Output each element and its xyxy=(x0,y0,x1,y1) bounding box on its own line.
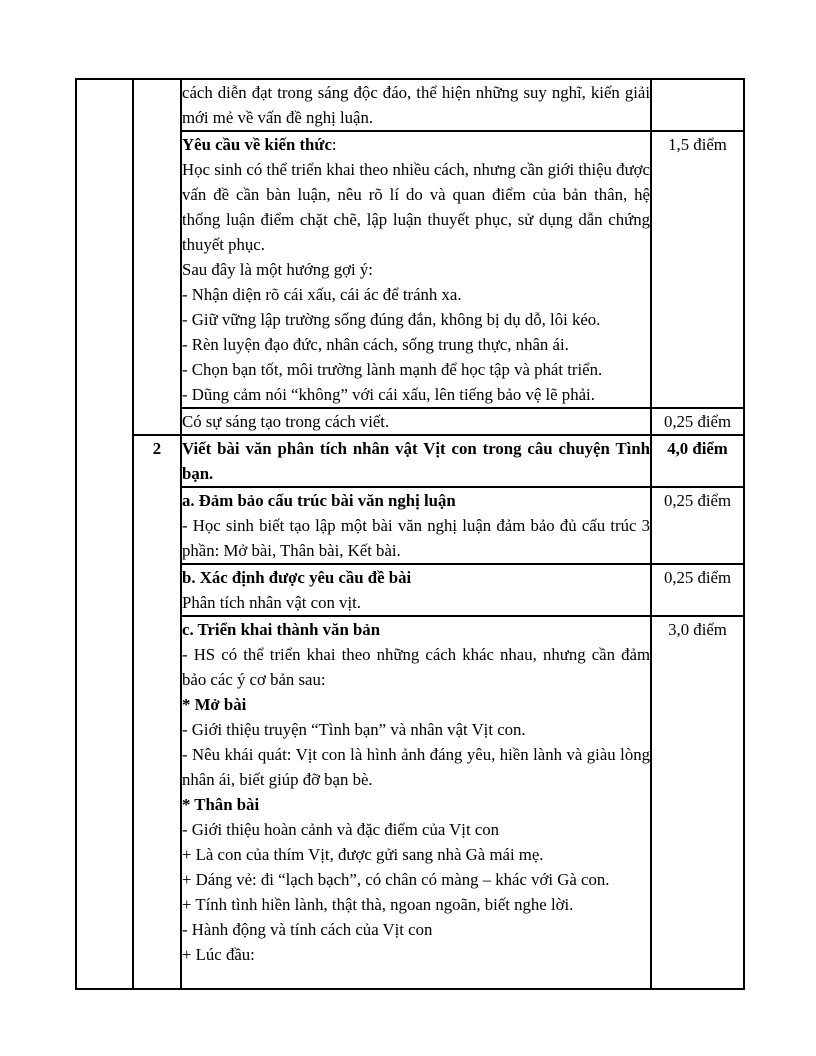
points-cell: 0,25 điểm xyxy=(651,564,744,616)
text-run: + Tính tình hiền lành, thật thà, ngoan ngoãn, biết nghe lời. xyxy=(182,895,574,914)
points-cell: 1,5 điểm xyxy=(651,131,744,408)
content-cell xyxy=(181,79,651,131)
paragraph xyxy=(182,590,650,615)
section-column-cell xyxy=(76,79,133,989)
points-cell xyxy=(651,79,744,131)
paragraph xyxy=(182,80,650,130)
paragraph xyxy=(182,717,650,742)
paragraph xyxy=(182,513,650,563)
content-paragraphs xyxy=(182,436,650,486)
points-cell: 3,0 điểm xyxy=(651,616,744,989)
content-paragraphs xyxy=(182,565,650,615)
text-run: - Học sinh biết tạo lập một bài văn nghị luận đảm bảo đủ cấu trúc 3 phần: Mở bài, Thân bài, Kết bài. xyxy=(182,516,650,560)
paragraph xyxy=(182,132,650,157)
text-run: - Giới thiệu truyện “Tình bạn” và nhân vật Vịt con. xyxy=(182,720,526,739)
paragraph xyxy=(182,692,650,717)
bold-text-run: * Mở bài xyxy=(182,695,247,714)
paragraph xyxy=(182,382,650,407)
bold-text-run: a. Đảm bảo cấu trúc bài văn nghị luận xyxy=(182,491,456,510)
paragraph xyxy=(182,257,650,282)
points-cell: 0,25 điểm xyxy=(651,408,744,435)
paragraph xyxy=(182,436,650,486)
rubric-table xyxy=(75,78,745,990)
text-run: - Nêu khái quát: Vịt con là hình ảnh đáng yêu, hiền lành và giàu lòng nhân ái, biết giúp đỡ bạn bè. xyxy=(182,745,650,789)
content-paragraphs xyxy=(182,488,650,563)
paragraph xyxy=(182,892,650,917)
content-paragraphs xyxy=(182,409,650,434)
content-paragraphs xyxy=(182,617,650,967)
text-run: cách diễn đạt trong sáng độc đáo, thể hiện những suy nghĩ, kiến giải mới mẻ về vấn đề nghị luận. xyxy=(182,83,650,127)
paragraph xyxy=(182,307,650,332)
paragraph xyxy=(182,842,650,867)
content-cell xyxy=(181,435,651,487)
text-run: Có sự sáng tạo trong cách viết. xyxy=(182,412,390,431)
paragraph xyxy=(182,617,650,642)
bold-text-run: Yêu cầu về kiến thức xyxy=(182,135,332,154)
paragraph xyxy=(182,942,650,967)
paragraph xyxy=(182,357,650,382)
content-paragraphs xyxy=(182,80,650,130)
bold-text-run: Viết bài văn phân tích nhân vật Vịt con trong câu chuyện Tình bạn. xyxy=(182,439,650,483)
content-cell xyxy=(181,487,651,564)
text-run: Học sinh có thể triển khai theo nhiều cách, nhưng cần giới thiệu được vấn đề cần bàn luận, nêu rõ lí do và quan điểm của bản thân, hệ thống luận điểm chặt chẽ, lập luận thuyết phục, sử dụng dẫn chứng thuyết phục. xyxy=(182,160,650,254)
paragraph xyxy=(182,332,650,357)
text-run: - Chọn bạn tốt, môi trường lành mạnh để học tập và phát triển. xyxy=(182,360,603,379)
paragraph xyxy=(182,565,650,590)
paragraph xyxy=(182,792,650,817)
text-run: - Giữ vững lập trường sống đúng đắn, không bị dụ dỗ, lôi kéo. xyxy=(182,310,601,329)
paragraph xyxy=(182,642,650,692)
paragraph xyxy=(182,817,650,842)
paragraph xyxy=(182,867,650,892)
bold-text-run: c. Triển khai thành văn bản xyxy=(182,620,381,639)
text-run: - Nhận diện rõ cái xấu, cái ác để tránh xa. xyxy=(182,285,462,304)
content-cell xyxy=(181,408,651,435)
text-run: - Dũng cảm nói “không” với cái xấu, lên tiếng bảo vệ lẽ phải. xyxy=(182,385,595,404)
text-run: : xyxy=(331,135,337,154)
paragraph xyxy=(182,488,650,513)
bold-text-run: b. Xác định được yêu cầu đề bài xyxy=(182,568,412,587)
question-number-cell: 2 xyxy=(133,435,181,989)
text-run: - Giới thiệu hoàn cảnh và đặc điểm của Vịt con xyxy=(182,820,500,839)
text-run: Phân tích nhân vật con vịt. xyxy=(182,593,361,612)
content-cell xyxy=(181,616,651,989)
text-run: + Lúc đầu: xyxy=(182,945,255,964)
content-cell xyxy=(181,131,651,408)
points-cell: 4,0 điểm xyxy=(651,435,744,487)
content-cell xyxy=(181,564,651,616)
table-row xyxy=(76,79,744,131)
text-run: - HS có thể triển khai theo những cách khác nhau, nhưng cần đảm bảo các ý cơ bản sau: xyxy=(182,645,650,689)
text-run: Sau đây là một hướng gợi ý: xyxy=(182,260,373,279)
question-number-cell-empty xyxy=(133,79,181,435)
paragraph xyxy=(182,157,650,257)
paragraph xyxy=(182,409,650,434)
points-cell: 0,25 điểm xyxy=(651,487,744,564)
content-paragraphs xyxy=(182,132,650,407)
paragraph xyxy=(182,282,650,307)
paragraph xyxy=(182,742,650,792)
text-run: - Hành động và tính cách của Vịt con xyxy=(182,920,433,939)
table-row xyxy=(76,435,744,487)
text-run: - Rèn luyện đạo đức, nhân cách, sống trung thực, nhân ái. xyxy=(182,335,569,354)
text-run: + Dáng vẻ: đi “lạch bạch”, có chân có màng – khác với Gà con. xyxy=(182,870,610,889)
paragraph xyxy=(182,917,650,942)
text-run: + Là con của thím Vịt, được gửi sang nhà Gà mái mẹ. xyxy=(182,845,544,864)
bold-text-run: * Thân bài xyxy=(182,795,260,814)
